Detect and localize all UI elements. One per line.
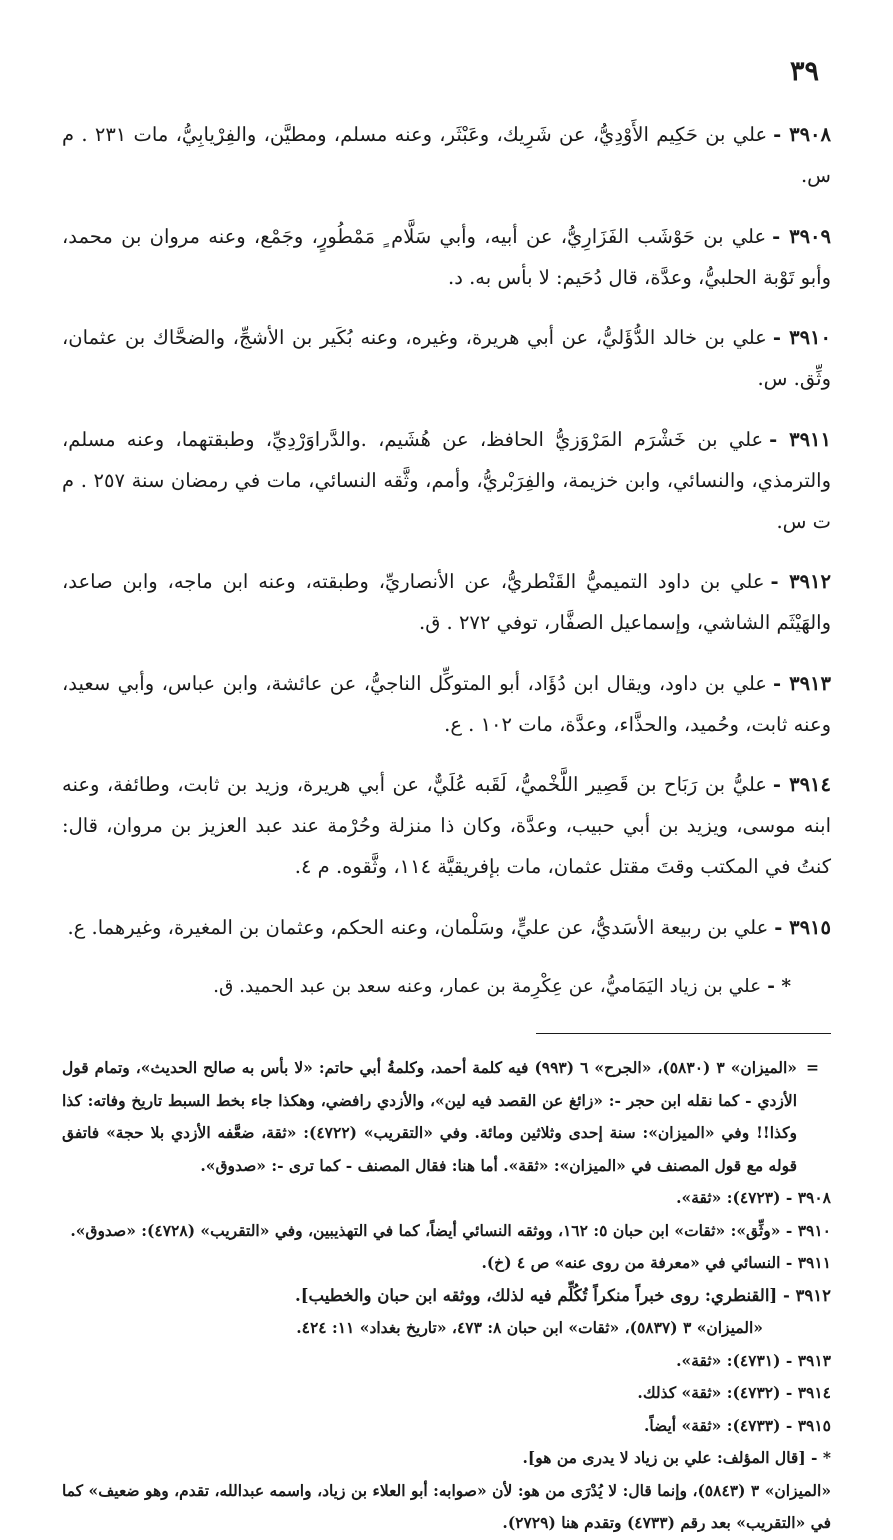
page-number: ٣٩ — [789, 56, 819, 87]
footnote: ٣٩١٠ - «وثِّق»: «ثقات» ابن حبان ٥: ١٦٢، ووثقه النسائي أيضاً، كما في التهذيبين، وفي «التقريب» (٤٧٢٨): «صدوق». — [70, 1220, 831, 1240]
footnote: «الميزان» ٣ (٥٨٤٣)، وإنما قال: لا يُدْرَى من هو: لأن «صوابه: أبو العلاء بن زياد، واسمه عبدالله، تقدم، وهو ضعيف» كما في «التقريب» بعد رقم (٤٧٣٣) وتقدم هنا (٢٧٢٩). — [62, 1480, 832, 1532]
entries-list — [62, 114, 831, 1007]
footnote: ٣٩١٤ - (٤٧٣٢): «ثقة» كذلك. — [637, 1383, 831, 1402]
entry: ٣٩١٠ -علي بن خالد الدُّؤَليُّ، عن أبي هريرة، وغيره، وعنه بُكَير بن الأشجِّ، والضحَّاك بن عثمان، وثِّق. س. — [62, 326, 831, 390]
footnote-subline: «الميزان» ٣ (٥٨٣٧)، «ثقات» ابن حبان ٨: ٤٧٣، «تاريخ بغداد» ١١: ٤٢٤. — [296, 1318, 763, 1337]
entry: ٣٩١٢ -علي بن داود التميميُّ القَنْطريُّ، عن الأنصاريِّ، وطبقته، وعنه ابن ماجه، وابن صاعد، والهَيْثَم الشاشي، وإسماعيل الصفَّار، توفي ٢٧٢ . ق. — [62, 570, 831, 634]
footnote: ٣٩١١ - النسائي في «معرفة من روى عنه» ص ٤ (خ). — [481, 1253, 831, 1272]
footnote: ٣٩٠٨ - (٤٧٢٣): «ثقة». — [676, 1188, 831, 1207]
entry: ٣٩١٤ -عليُّ بن رَبَاح بن قَصِير اللَّخْميُّ، لَقَبه عُلَيٌّ، عن أبي هريرة، وزيد بن ثابت، وطائفة، وعنه ابنه موسى، ويزيد بن أبي حبيب، وعدَّة، وكان ذا منزلة وحُرْمة عند عبد العزيز بن مروان، قال: كنتُ في المكتب وقتَ مقتل عثمان، مات بإفريقيَّة ١١٤، وثَّقوه. م ٤. — [62, 773, 831, 878]
footnote: * - [قال المؤلف: علي بن زياد لا يدرى من هو]. — [522, 1448, 831, 1467]
entry: ٣٩٠٩ -علي بن حَوْشَب الفَزَارِيُّ، عن أبيه، وأبي سَلَّام ٍ مَمْطُورٍ، وجَمْع، وعنه مروان بن محمد، وأبو تَوْبة الحلبيُّ، وعدَّة، قال دُحَيم: لا بأس به. د. — [62, 224, 831, 289]
footnotes — [62, 1052, 831, 1540]
footnote: ٣٩١٣ - (٤٧٣١): «ثقة». — [676, 1350, 831, 1370]
entry-unnumbered: * -علي بن زياد اليَمَاميُّ، عن عِكْرِمة بن عمار، وعنه سعد بن عبد الحميد. ق. — [213, 976, 791, 997]
footnote-continuation: = «الميزان» ٣ (٥٨٣٠)، «الجرح» ٦ (٩٩٣) فيه كلمة أحمد، وكلمةُ أبي حاتم: «لا بأس به صالح الحديث»، وتمام قول الأزدي - كما نقله ابن حجر -: «زائغ عن القصد فيه لين»، والأزدي رافضي، وهكذا جاء بخط السبط تاريخ وفاته: كذا وكذا!! وفي «الميزان»: سنة إحدى وثلاثين ومائة. وفي «التقريب» (٤٧٢٢): «ثقة، ضعَّفه الأزدي بلا حجة» فاتفق قوله مع قول المصنف في «الميزان»: «ثقة». أما هنا: فقال المصنف - كما ترى -: «صدوق». — [62, 1058, 819, 1175]
entry: ٣٩٠٨ -علي بن حَكِيم الأَوْدِيُّ، عن شَرِيك، وعَبْثَر، وعنه مسلم، ومطيَّن، والفِرْيابِيُّ، مات ٢٣١ . م س. — [62, 123, 831, 187]
entry: ٣٩١٥ -علي بن ربيعة الأسَديُّ، عن عليٍّ، وسَلْمان، وعنه الحكم، وعثمان بن المغيرة، وغيرهما. ع. — [67, 915, 831, 939]
footnote-divider — [536, 1033, 831, 1034]
footnote: ٣٩١٥ - (٤٧٣٣): «ثقة» أيضاً. — [643, 1415, 831, 1435]
footnote: ٣٩١٢ - [القنطري: روى خبراً منكراً تُكُلِّم فيه لذلك، ووثقه ابن حبان والخطيب]. — [294, 1285, 831, 1305]
entry: ٣٩١٣ -علي بن داود، ويقال ابن دُؤَاد، أبو المتوكِّل الناجيُّ، عن عائشة، وابن عباس، وأبي سعيد، وعنه ثابت، وحُميد، والحذَّاء، وعدَّة، مات ١٠٢ . ع. — [62, 671, 831, 736]
entry: ٣٩١١ -علي بن خَشْرَم المَرْوَزيُّ الحافظ، عن هُشَيم، .والدَّراوَرْدِيِّ، وطبقتهما، وعنه مسلم، والترمذي، والنسائي، وابن خزيمة، والفِرَبْريُّ، وأمم، وثَّقه النسائي، مات في رمضان سنة ٢٥٧ . م ت س. — [62, 427, 831, 533]
